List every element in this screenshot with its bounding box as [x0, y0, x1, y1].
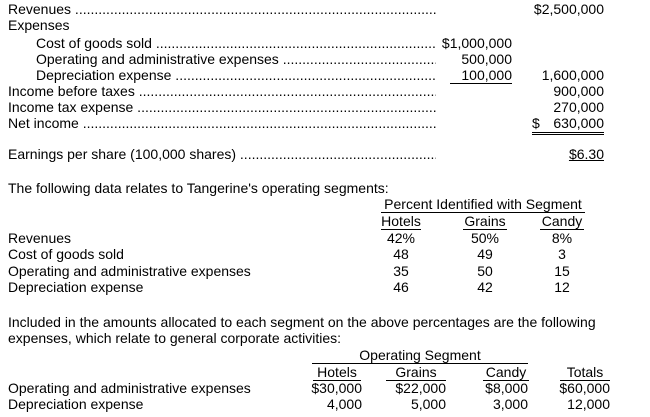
opadmin-amount: 500,000	[461, 51, 512, 67]
income-tax-label: Income tax expense .....	[8, 99, 436, 115]
percent-cell: 48	[393, 246, 409, 262]
corporate-super-header: Operating Segment	[312, 347, 528, 364]
corporate-total: 12,000	[567, 396, 610, 412]
percent-cell: 42	[477, 279, 493, 295]
percent-col-grains: Grains	[464, 213, 506, 229]
percent-cell: 8%	[551, 230, 573, 246]
net-income-label: Net income .....	[8, 115, 436, 131]
corporate-cell: 4,000	[326, 396, 362, 412]
segments-intro: The following data relates to Tangerine's operating segments:	[8, 180, 389, 196]
percent-col-hotels: Hotels	[381, 213, 421, 229]
percent-row-label: Revenues	[8, 230, 72, 246]
opadmin-label: Operating and administrative expenses .....	[36, 51, 436, 67]
income-before-taxes-label: Income before taxes .....	[8, 83, 436, 99]
net-income-dollar: $	[532, 115, 540, 131]
corporate-col-candy: Candy	[483, 364, 529, 381]
corporate-col-grains: Grains	[386, 364, 446, 381]
eps-total: $6.30	[568, 146, 604, 162]
percent-cell: 35	[393, 263, 409, 279]
percent-cell: 50%	[470, 230, 500, 246]
corporate-col-totals: Totals	[560, 364, 610, 381]
percent-cell: 49	[477, 246, 493, 262]
corporate-col-hotels: Hotels	[313, 364, 361, 381]
percent-cell: 46	[393, 279, 409, 295]
corporate-cell: 3,000	[492, 396, 528, 412]
corporate-intro-line2: expenses, which relate to general corporate activities:	[8, 330, 342, 346]
eps-label: Earnings per share (100,000 shares) .....	[8, 146, 436, 162]
revenues-total: $2,500,000	[533, 1, 604, 17]
percent-row-label: Cost of goods sold	[8, 246, 124, 262]
corporate-total: $60,000	[559, 380, 610, 396]
corporate-cell: 5,000	[410, 396, 446, 412]
depreciation-label: Depreciation expense .....	[36, 67, 436, 83]
percent-col-candy: Candy	[541, 213, 583, 229]
percent-cell: 3	[558, 246, 566, 262]
income-before-taxes-total: 900,000	[553, 83, 604, 99]
net-income-cell	[532, 115, 604, 135]
percent-cell: 50	[477, 263, 493, 279]
percent-cell: 15	[554, 263, 570, 279]
percent-cell: 42%	[386, 230, 416, 246]
corporate-cell: $22,000	[395, 380, 446, 396]
corporate-cell: $8,000	[485, 380, 528, 396]
total-expenses: 1,600,000	[541, 67, 604, 83]
revenues-label: Revenues .....	[8, 1, 436, 17]
percent-super-header: Percent Identified with Segment	[381, 196, 585, 213]
cogs-amount: $1,000,000	[441, 35, 512, 51]
percent-row-label: Operating and administrative expenses	[8, 263, 251, 279]
corporate-intro-line1: Included in the amounts allocated to each segment on the above percentages are the following	[8, 314, 596, 330]
percent-row-label: Depreciation expense	[8, 279, 144, 295]
corporate-row-label: Depreciation expense	[8, 396, 144, 412]
net-income-total: 630,000	[553, 115, 604, 131]
cogs-label: Cost of goods sold .....	[36, 35, 436, 51]
income-tax-total: 270,000	[553, 99, 604, 115]
expenses-header: Expenses	[8, 17, 70, 33]
percent-cell: 12	[554, 279, 570, 295]
corporate-row-label: Operating and administrative expenses	[8, 380, 251, 396]
depreciation-amount: 100,000	[450, 67, 512, 84]
corporate-cell: $30,000	[311, 380, 362, 396]
